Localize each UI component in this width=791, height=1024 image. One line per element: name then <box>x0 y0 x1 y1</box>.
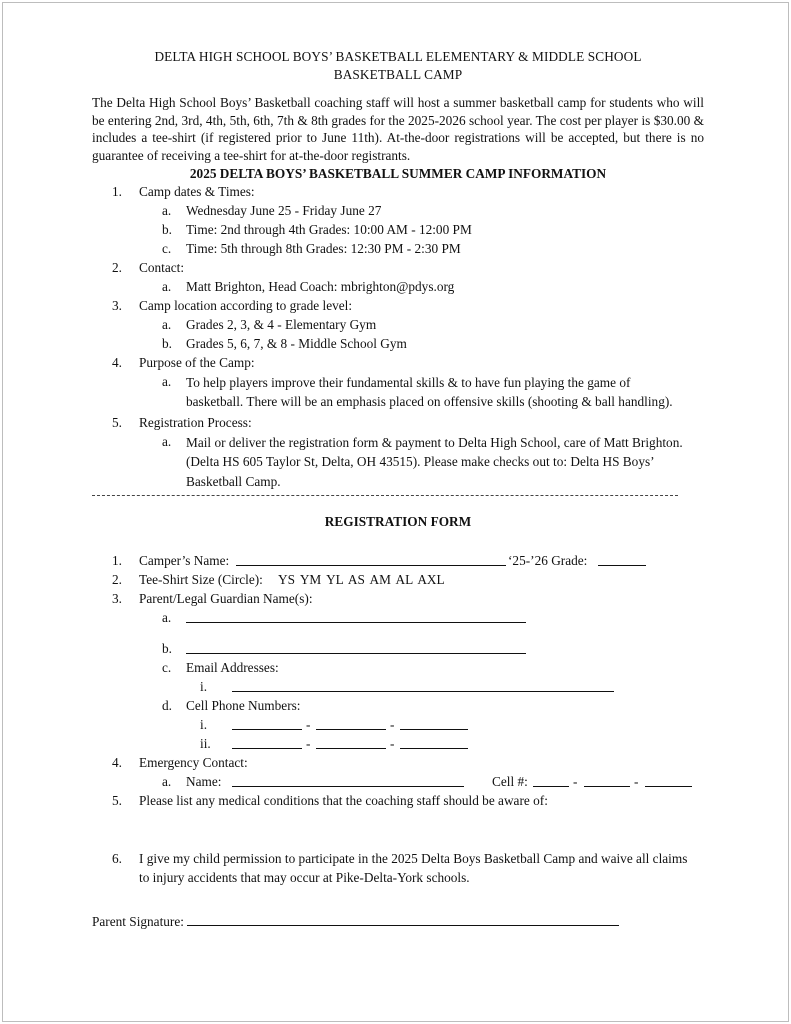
info-subitem <box>92 316 704 335</box>
medical-conditions-area[interactable] <box>92 811 704 849</box>
guardian-label: Parent/Legal Guardian Name(s): <box>139 590 313 606</box>
signature-field[interactable] <box>187 912 619 926</box>
info-item-1 <box>92 183 704 202</box>
dash-sep: - <box>390 716 395 732</box>
sub-letter: a. <box>162 373 172 389</box>
info-item-5 <box>92 414 704 433</box>
sub-letter: d. <box>162 697 172 713</box>
item-number: 2. <box>112 571 122 587</box>
dash-sep: - <box>573 773 578 789</box>
guardian-b <box>92 640 704 659</box>
page-title <box>92 48 704 83</box>
emergency-cell-line-field[interactable] <box>645 773 692 787</box>
sub-text: Grades 2, 3, & 4 - Elementary Gym <box>186 316 377 332</box>
guardian-name-a-field[interactable] <box>186 609 526 623</box>
sub-text: Grades 5, 6, 7, & 8 - Middle School Gym <box>186 335 407 351</box>
title-line-1: DELTA HIGH SCHOOL BOYS’ BASKETBALL ELEMENTARY & MIDDLE SCHOOL <box>154 49 642 64</box>
registration-heading: REGISTRATION FORM <box>324 514 472 529</box>
guardian-a <box>92 609 704 640</box>
item-number: 3. <box>112 297 122 313</box>
sub-letter: b. <box>162 335 172 351</box>
sub-text: Wednesday June 25 - Friday June 27 <box>186 202 382 218</box>
emergency-label: Emergency Contact: <box>139 754 248 770</box>
item-label: Contact: <box>139 259 185 275</box>
sub-letter: a. <box>162 609 172 625</box>
sub-letter: a. <box>162 773 172 789</box>
camper-name-field[interactable] <box>236 552 506 566</box>
title-line-2: BASKETBALL CAMP <box>333 66 463 82</box>
permission-text: I give my child permission to participate in the 2025 Delta Boys Basketball Camp and waive all claims to injury accidents that may occur at Pike-Delta-York schools. <box>139 850 688 885</box>
cut-line-divider <box>92 495 678 496</box>
phone-ii <box>92 735 704 754</box>
item-label: Camp location according to grade level: <box>139 297 353 313</box>
email-label: Email Addresses: <box>186 659 279 675</box>
form-item-emergency <box>92 754 704 773</box>
info-subitem <box>162 433 694 492</box>
sub-letter: a. <box>162 278 172 294</box>
sub-text: Time: 2nd through 4th Grades: 10:00 AM - 12:00 PM <box>186 221 472 237</box>
item-number: 5. <box>112 414 122 430</box>
info-item-4 <box>92 354 704 373</box>
item-number: 4. <box>112 754 122 770</box>
sub-letter: b. <box>162 640 172 656</box>
emergency-name-field[interactable] <box>232 773 464 787</box>
item-label: Registration Process: <box>139 414 252 430</box>
item-number: 4. <box>112 354 122 370</box>
item-number: 1. <box>112 552 122 568</box>
emergency-name-label: Name: <box>186 773 222 789</box>
phone-2-prefix-field[interactable] <box>316 735 386 749</box>
form-item-tee-shirt <box>92 571 704 590</box>
email-i <box>92 678 704 697</box>
sub-text: To help players improve their fundamental skills & to have fun playing the game of basketball. There will be an emphasis placed on offensive skills (shooting & ball handling). <box>186 374 673 409</box>
guardian-d <box>92 697 704 716</box>
form-item-medical <box>92 792 704 811</box>
info-subitem <box>92 221 704 240</box>
roman-numeral: ii. <box>200 735 211 751</box>
camper-name-label: Camper’s Name: <box>139 552 230 568</box>
item-number: 5. <box>112 792 122 808</box>
phone-i <box>92 716 704 735</box>
info-subitem <box>92 278 704 297</box>
tee-shirt-sizes[interactable]: YS YM YL AS AM AL AXL <box>278 571 445 587</box>
grade-field[interactable] <box>598 552 646 566</box>
emergency-cell-area-field[interactable] <box>533 773 569 787</box>
info-subitem <box>92 335 704 354</box>
info-item-3 <box>92 297 704 316</box>
phone-1-area-field[interactable] <box>232 716 302 730</box>
sub-letter: b. <box>162 221 172 237</box>
phone-2-area-field[interactable] <box>232 735 302 749</box>
item-number: 1. <box>112 183 122 199</box>
guardian-c <box>92 659 704 678</box>
info-subitem <box>92 202 704 221</box>
sub-letter: a. <box>162 316 172 332</box>
item-label: Camp dates & Times: <box>139 183 255 199</box>
item-number: 6. <box>112 850 122 866</box>
info-subitem <box>162 373 684 412</box>
item-label: Purpose of the Camp: <box>139 354 255 370</box>
sub-text: Mail or deliver the registration form & payment to Delta High School, care of Matt Brighton. (Delta HS 605 Taylor St, Delta, OH 43515). Please make checks out to: Delta HS Boys’ Basketball Camp. <box>186 434 683 489</box>
info-subitem <box>92 240 704 259</box>
cell-phone-label: Cell Phone Numbers: <box>186 697 301 713</box>
email-field[interactable] <box>232 678 614 692</box>
grade-label: ‘25-’26 Grade: <box>508 552 588 568</box>
roman-numeral: i. <box>200 678 208 694</box>
dash-sep: - <box>390 735 395 751</box>
sub-letter: c. <box>162 240 172 256</box>
roman-numeral: i. <box>200 716 208 732</box>
cell-label: Cell #: <box>492 773 528 789</box>
emergency-cell-prefix-field[interactable] <box>584 773 630 787</box>
info-item-2 <box>92 259 704 278</box>
info-heading: 2025 DELTA BOYS’ BASKETBALL SUMMER CAMP INFORMATION <box>189 166 607 181</box>
intro-paragraph: The Delta High School Boys’ Basketball coaching staff will host a summer basketball camp for students who will be entering 2nd, 3rd, 4th, 5th, 6th, 7th & 8th grades for the 2025-2026 school year. The cost per player is $30.00 & includes a tee-shirt (if registered prior to June 11th). At-the-door registrations will be accepted, but there is no guarantee of receiving a tee-shirt for at-the-door registrants. <box>92 95 704 163</box>
dash-sep: - <box>634 773 639 789</box>
phone-1-prefix-field[interactable] <box>316 716 386 730</box>
dash-sep: - <box>306 716 311 732</box>
sub-text: Time: 5th through 8th Grades: 12:30 PM - 2:30 PM <box>186 240 461 256</box>
phone-2-line-field[interactable] <box>400 735 468 749</box>
phone-1-line-field[interactable] <box>400 716 468 730</box>
emergency-a <box>92 773 704 792</box>
sub-letter: a. <box>162 202 172 218</box>
sub-text: Matt Brighton, Head Coach: mbrighton@pdys.org <box>186 278 455 294</box>
guardian-name-b-field[interactable] <box>186 640 526 654</box>
form-item-permission <box>112 849 696 888</box>
item-number: 2. <box>112 259 122 275</box>
item-number: 3. <box>112 590 122 606</box>
signature-row <box>92 912 704 931</box>
form-item-guardian <box>92 590 704 609</box>
document <box>92 48 704 930</box>
signature-label: Parent Signature: <box>92 913 184 929</box>
tee-shirt-label: Tee-Shirt Size (Circle): <box>139 571 263 587</box>
sub-letter: c. <box>162 659 172 675</box>
sub-letter: a. <box>162 433 172 449</box>
medical-label: Please list any medical conditions that the coaching staff should be aware of: <box>139 792 548 808</box>
dash-sep: - <box>306 735 311 751</box>
form-item-camper-name <box>92 552 704 571</box>
